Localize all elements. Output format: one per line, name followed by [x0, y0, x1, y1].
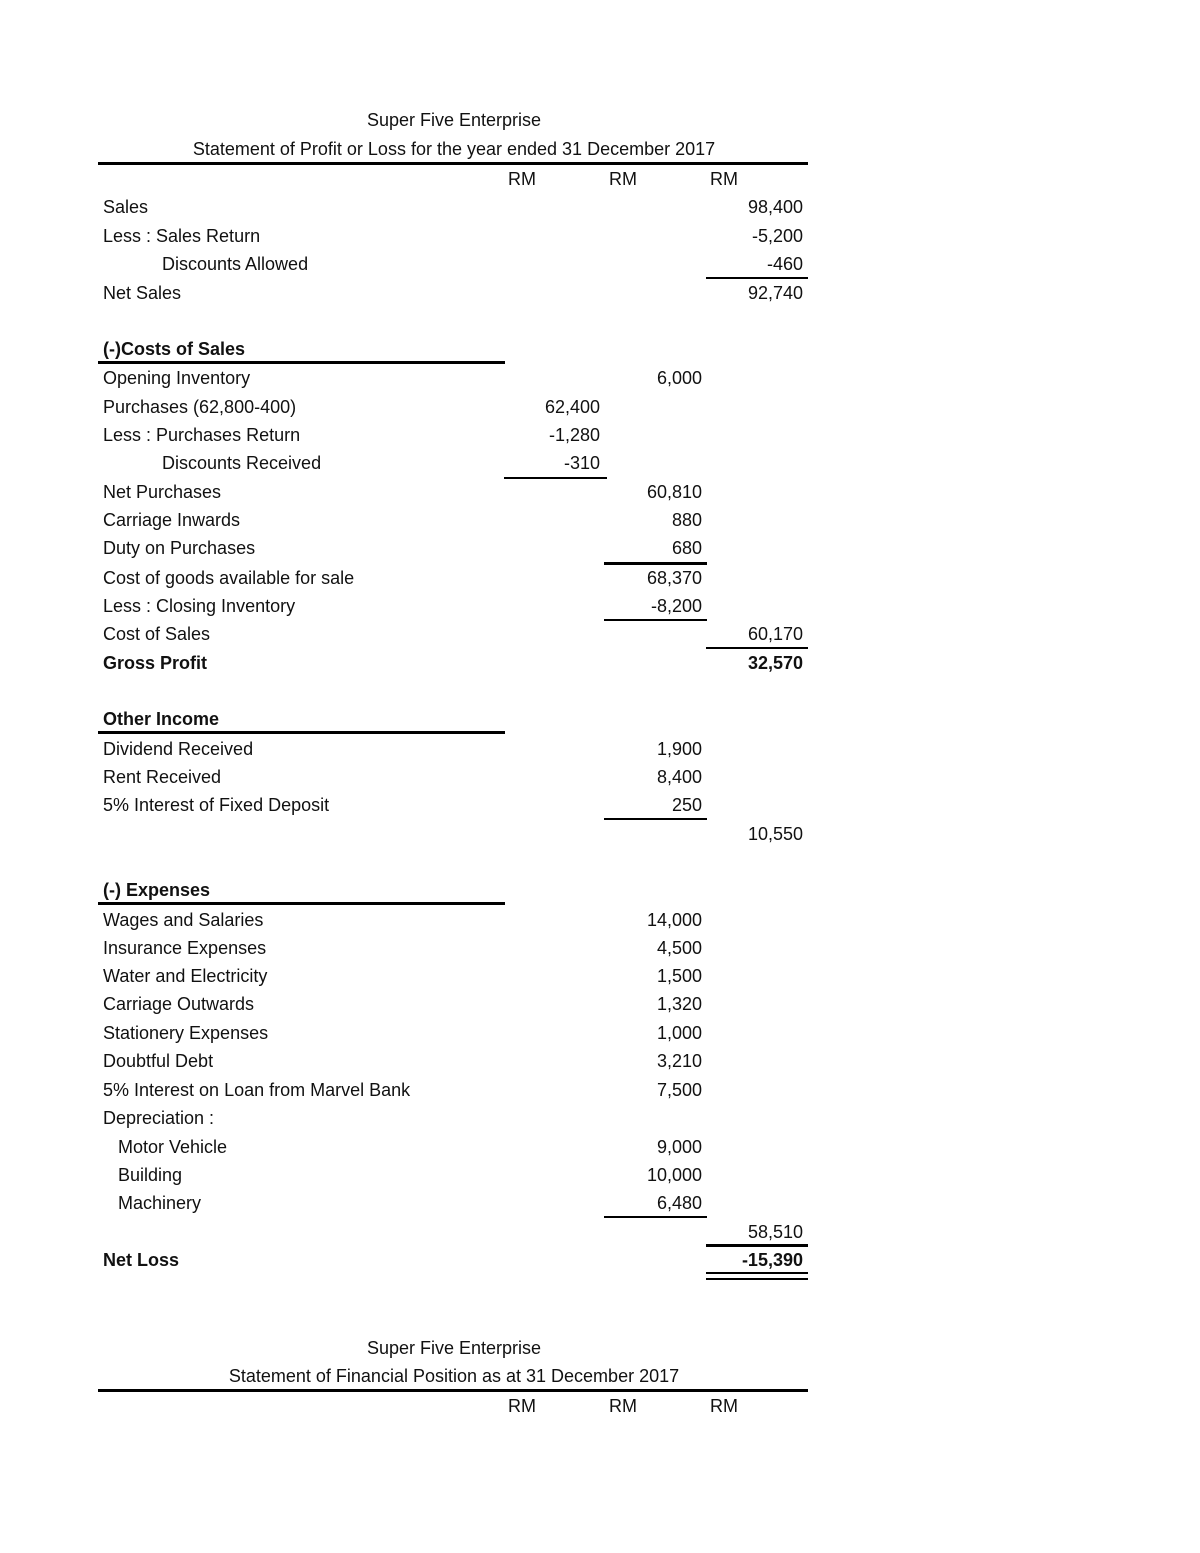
discounts-received-label: Discounts Received [162, 453, 322, 473]
sales-return-label: Less : Sales Return [103, 226, 261, 246]
sales-label: Sales [103, 197, 149, 217]
insurance-value: 4,500 [656, 938, 702, 958]
cost-of-sales-value: 60,170 [747, 624, 803, 644]
carriage-outwards-value: 1,320 [656, 994, 702, 1014]
net-purchases-label: Net Purchases [103, 482, 222, 502]
pl-col1-currency: RM [508, 169, 536, 189]
discounts-allowed-value: -460 [766, 254, 803, 274]
opening-inventory-label: Opening Inventory [103, 368, 251, 388]
net-loss-double-rule [706, 1272, 808, 1280]
dividend-received-label: Dividend Received [103, 739, 254, 759]
expenses-total-rule [604, 1216, 707, 1218]
closing-inventory-value: -8,200 [650, 596, 702, 616]
purchases-label: Purchases (62,800-400) [103, 397, 297, 417]
carriage-inwards-value: 880 [671, 510, 702, 530]
rent-received-value: 8,400 [656, 767, 702, 787]
gross-profit-label: Gross Profit [103, 653, 208, 673]
other-income-total-value: 10,550 [747, 824, 803, 844]
expenses-total-value: 58,510 [747, 1222, 803, 1242]
gross-profit-value: 32,570 [747, 653, 803, 673]
fp-company-name: Super Five Enterprise [366, 1338, 542, 1358]
motor-vehicle-label: Motor Vehicle [118, 1137, 228, 1157]
wages-value: 14,000 [646, 910, 702, 930]
pl-title-rule [98, 162, 808, 165]
net-sales-label: Net Sales [103, 283, 182, 303]
other-income-heading: Other Income [103, 709, 220, 729]
purchases-return-value: -1,280 [548, 425, 600, 445]
motor-vehicle-value: 9,000 [656, 1137, 702, 1157]
cost-available-value: 68,370 [646, 568, 702, 588]
gross-profit-rule [706, 647, 808, 649]
water-electricity-label: Water and Electricity [103, 966, 268, 986]
loan-interest-value: 7,500 [656, 1080, 702, 1100]
cost-available-label: Cost of goods available for sale [103, 568, 355, 588]
other-income-heading-rule [98, 731, 505, 734]
pl-company-name: Super Five Enterprise [366, 110, 542, 130]
net-purchases-value: 60,810 [646, 482, 702, 502]
pl-col3-currency: RM [710, 169, 738, 189]
expenses-heading: (-) Expenses [103, 880, 211, 900]
depreciation-label: Depreciation : [103, 1108, 215, 1128]
duty-on-purchases-value: 680 [671, 538, 702, 558]
building-label: Building [118, 1165, 183, 1185]
net-loss-rule [706, 1244, 808, 1247]
expenses-heading-rule [98, 902, 505, 905]
cost-of-sales-label: Cost of Sales [103, 624, 211, 644]
cos-heading-rule [98, 361, 505, 364]
cos-heading: (-)Costs of Sales [103, 339, 246, 359]
interest-fd-value: 250 [671, 795, 702, 815]
loan-interest-label: 5% Interest on Loan from Marvel Bank [103, 1080, 411, 1100]
water-electricity-value: 1,500 [656, 966, 702, 986]
cost-available-rule [604, 562, 707, 565]
stationery-value: 1,000 [656, 1023, 702, 1043]
building-value: 10,000 [646, 1165, 702, 1185]
wages-label: Wages and Salaries [103, 910, 264, 930]
stationery-label: Stationery Expenses [103, 1023, 269, 1043]
carriage-inwards-label: Carriage Inwards [103, 510, 241, 530]
closing-inventory-label: Less : Closing Inventory [103, 596, 296, 616]
fp-title-rule [98, 1389, 808, 1392]
discounts-received-value: -310 [563, 453, 600, 473]
sales-value: 98,400 [747, 197, 803, 217]
fp-col3-currency: RM [710, 1396, 738, 1416]
fp-statement-title: Statement of Financial Position as at 31 December 2017 [228, 1366, 680, 1386]
net-sales-value: 92,740 [747, 283, 803, 303]
rent-received-label: Rent Received [103, 767, 222, 787]
purchases-value: 62,400 [544, 397, 600, 417]
other-income-total-rule [604, 818, 707, 820]
machinery-value: 6,480 [656, 1193, 702, 1213]
interest-fd-label: 5% Interest of Fixed Deposit [103, 795, 330, 815]
insurance-label: Insurance Expenses [103, 938, 267, 958]
fp-col2-currency: RM [609, 1396, 637, 1416]
net-loss-label: Net Loss [103, 1250, 180, 1270]
cost-of-sales-rule [604, 619, 707, 621]
net-sales-rule [706, 277, 808, 279]
purchases-return-label: Less : Purchases Return [103, 425, 301, 445]
duty-on-purchases-label: Duty on Purchases [103, 538, 256, 558]
dividend-received-value: 1,900 [656, 739, 702, 759]
sales-return-value: -5,200 [751, 226, 803, 246]
pl-col2-currency: RM [609, 169, 637, 189]
pl-statement-title: Statement of Profit or Loss for the year ended 31 December 2017 [192, 139, 716, 159]
net-loss-value: -15,390 [741, 1250, 803, 1270]
carriage-outwards-label: Carriage Outwards [103, 994, 255, 1014]
machinery-label: Machinery [118, 1193, 202, 1213]
net-purchases-rule [504, 477, 607, 479]
opening-inventory-value: 6,000 [656, 368, 702, 388]
doubtful-debt-label: Doubtful Debt [103, 1051, 214, 1071]
fp-col1-currency: RM [508, 1396, 536, 1416]
discounts-allowed-label: Discounts Allowed [162, 254, 309, 274]
doubtful-debt-value: 3,210 [656, 1051, 702, 1071]
